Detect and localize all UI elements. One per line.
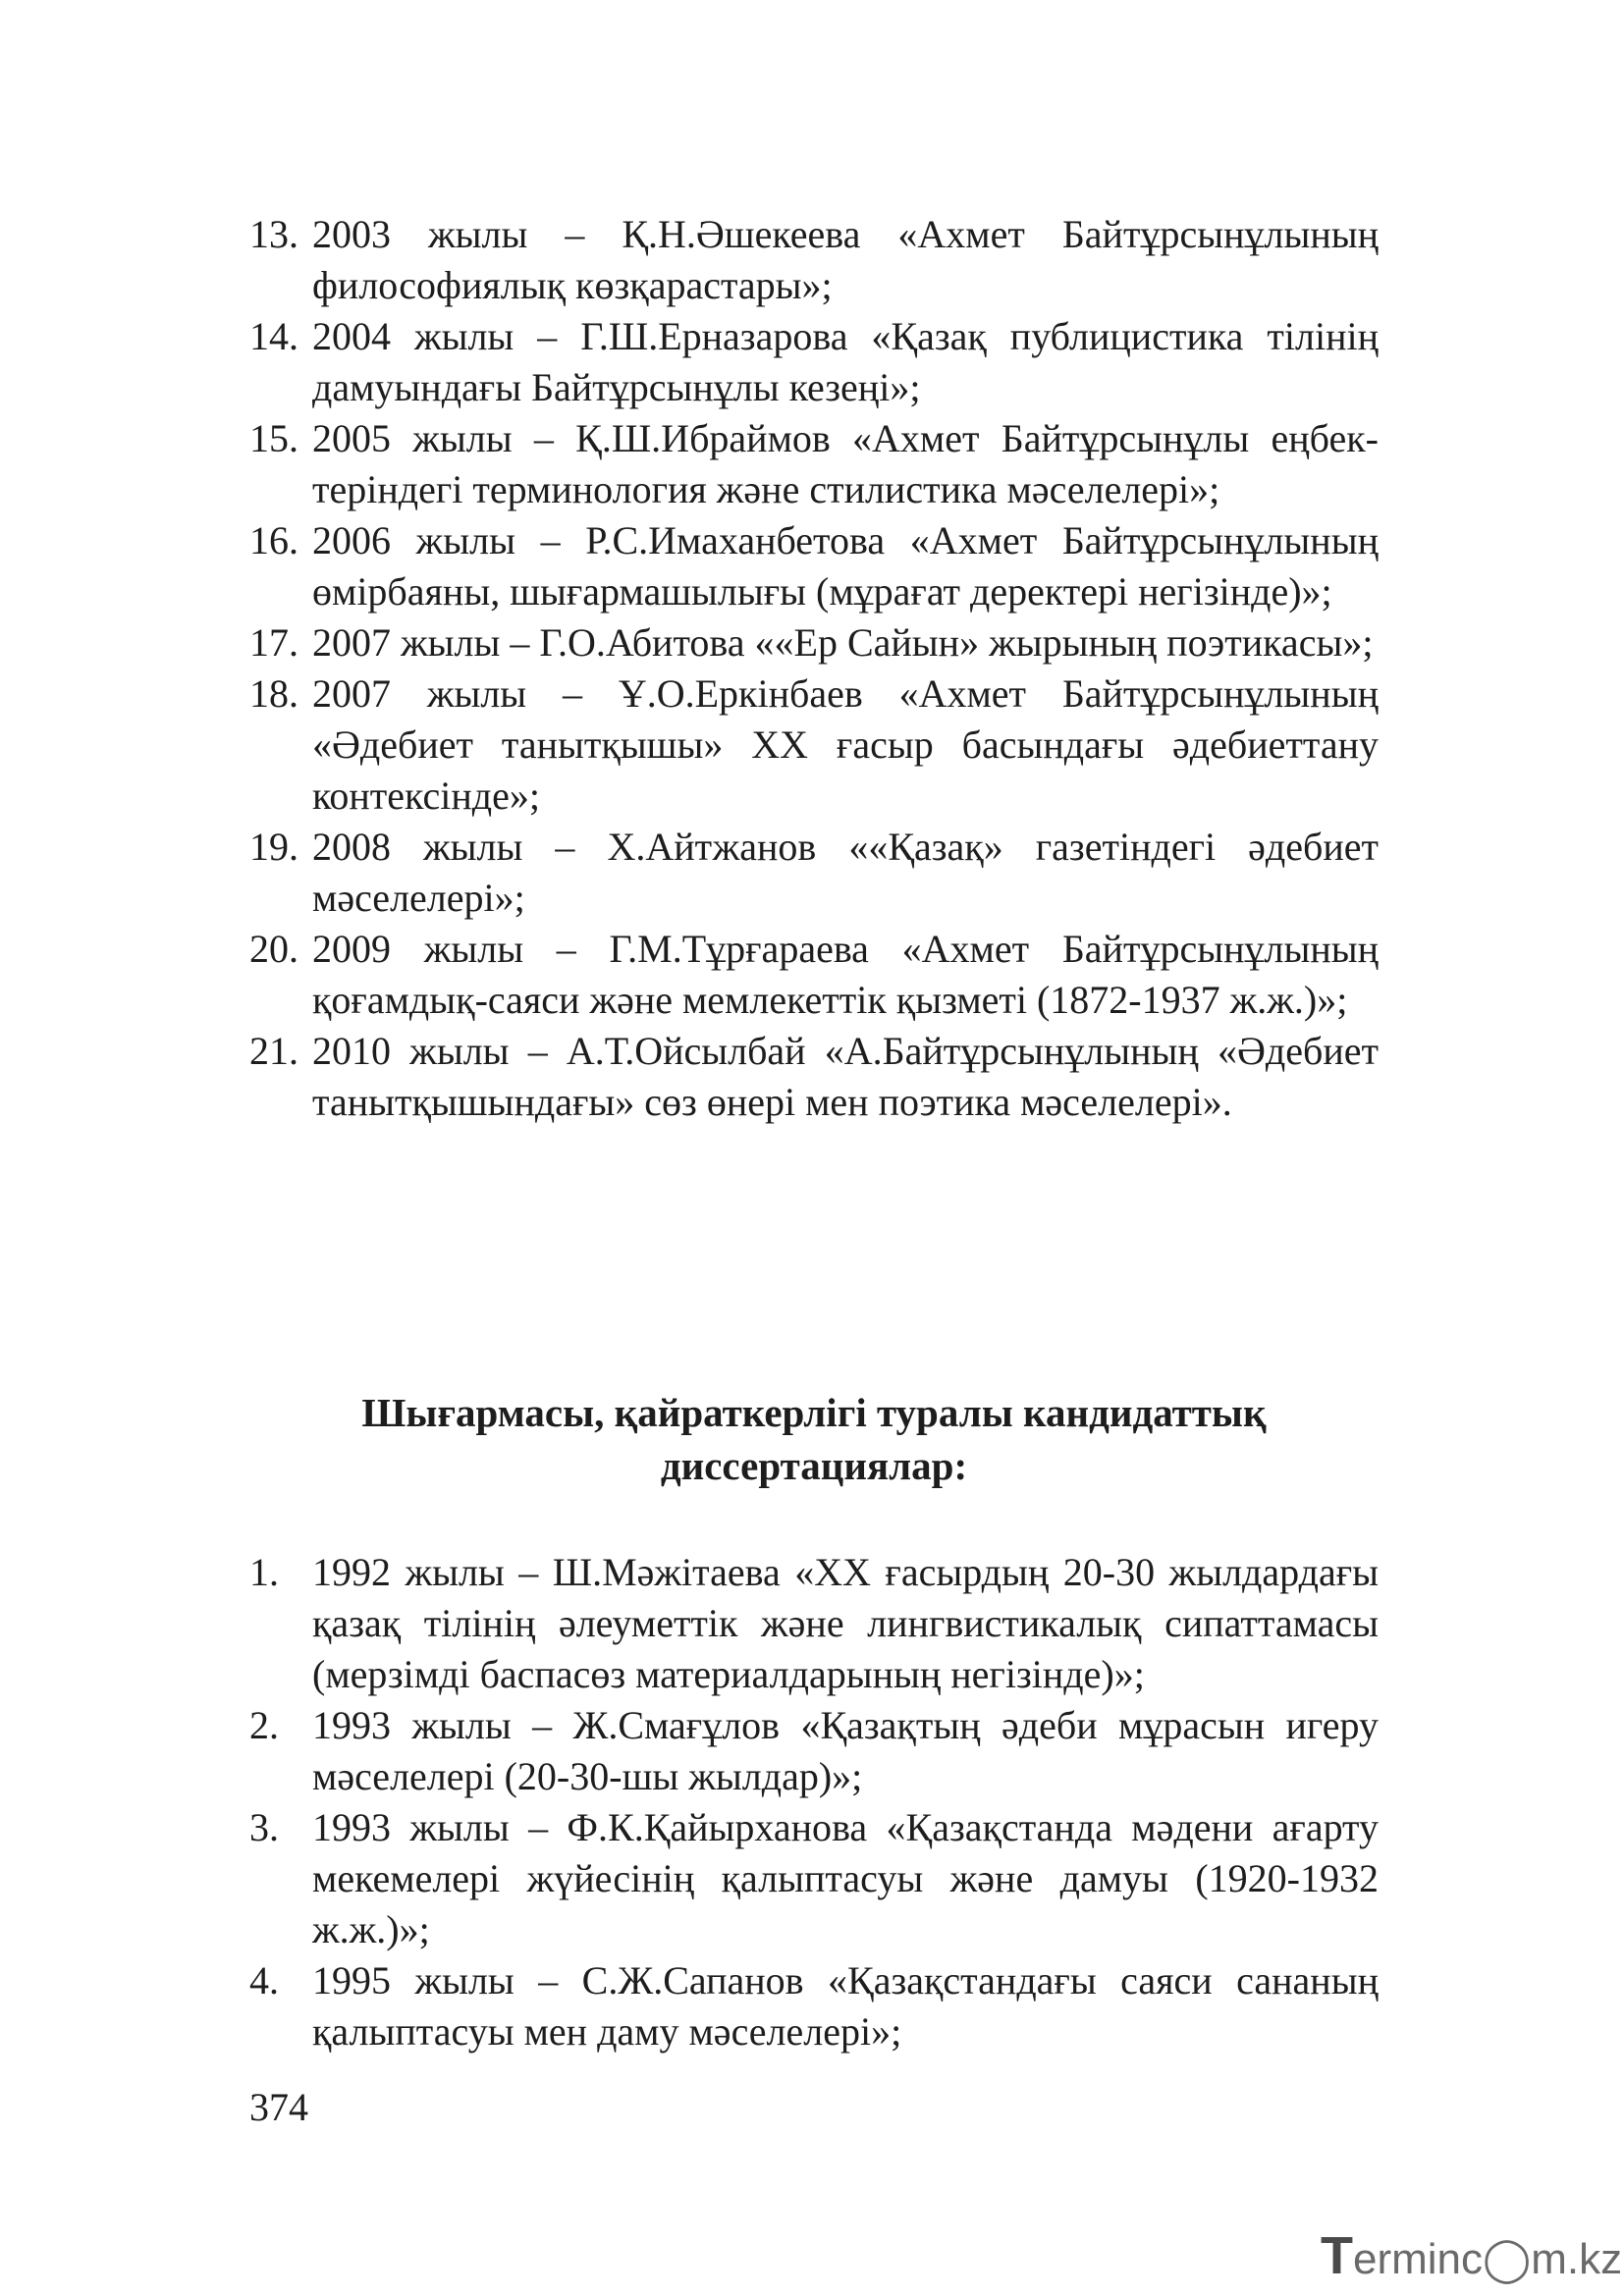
list-item-text: 2010 жылы – А.Т.Ойсылбай «А.Байтұрсынұлының «Әдебиет танытқышындағы» сөз өнері мен поэтика мәселелері». xyxy=(312,1029,1379,1124)
list-item-number: 2. xyxy=(249,1703,279,1747)
list-item-number: 21. xyxy=(249,1029,298,1073)
list-item-text: 1992 жылы – Ш.Мәжітаева «ХХ ғасырдың 20-30 жылдардағы қазақ тілінің әлеуметтік және лингвистикалық сипаттамасы (мерзімді баспасөз материалдарының негізінде)»; xyxy=(312,1550,1379,1696)
section-heading-line-2: диссертациялар: xyxy=(660,1443,968,1488)
list-item-text: 2006 жылы – Р.С.Имаханбетова «Ахмет Байтұрсынұлының өмірбаяны, шығармашылығы (мұрағат деректері негізінде)»; xyxy=(312,518,1379,614)
list-item xyxy=(249,924,1379,1026)
list-item-text: 2003 жылы – Қ.Н.Әшекеева «Ахмет Байтұрсынұлының философиялық көзқарастары»; xyxy=(312,212,1379,307)
list-item xyxy=(249,1026,1379,1128)
list-item-number: 14. xyxy=(249,314,298,358)
list-item-number: 1. xyxy=(249,1550,279,1594)
list-item xyxy=(249,515,1379,617)
dissertation-list-candidate xyxy=(249,1547,1379,2057)
list-item xyxy=(249,668,1379,822)
list-item-number: 3. xyxy=(249,1805,279,1849)
list-item xyxy=(249,209,1379,311)
list-item-number: 20. xyxy=(249,927,298,971)
list-item-number: 17. xyxy=(249,620,298,665)
watermark-text: erminc◯m.kz xyxy=(1353,2235,1623,2283)
list-item-number: 19. xyxy=(249,825,298,869)
list-item xyxy=(249,1700,1379,1802)
list-item-number: 13. xyxy=(249,212,298,256)
dissertation-list-doctoral xyxy=(249,209,1379,1128)
list-item-text: 2009 жылы – Г.М.Тұрғараева «Ахмет Байтұрсынұлының қоғамдық-саяси және мемлекеттік қызметі (1872-1937 ж.ж.)»; xyxy=(312,927,1379,1022)
list-item xyxy=(249,617,1379,668)
section-heading xyxy=(249,1386,1379,1492)
watermark-logo xyxy=(1321,2226,1623,2285)
list-item-number: 4. xyxy=(249,1958,279,2002)
list-item-text: 1995 жылы – С.Ж.Сапанов «Қазақстандағы саяси сананың қалыптасуы мен даму мәселелері»; xyxy=(312,1958,1379,2054)
list-item-text: 2007 жылы – Ұ.О.Еркінбаев «Ахмет Байтұрсынұлының «Әдебиет танытқышы» ХХ ғасыр басындағы әдебиеттану контексінде»; xyxy=(312,671,1379,818)
list-item-text: 1993 жылы – Ф.К.Қайырханова «Қазақстанда мәдени ағарту мекемелері жүйесінің қалыптасуы және дамуы (1920-1932 ж.ж.)»; xyxy=(312,1805,1379,1951)
page-number: 374 xyxy=(249,2085,308,2129)
list-item-text: 2007 жылы – Г.О.Абитова ««Ер Сайын» жырының поэтикасы»; xyxy=(312,620,1374,665)
list-item-text: 2005 жылы – Қ.Ш.Ибраймов «Ахмет Байтұрсынұлы еңбектеріндегі терминология және стилистика мәселелері»; xyxy=(312,416,1379,511)
list-item-text: 2008 жылы – Х.Айтжанов ««Қазақ» газетіндегі әдебиет мәселелері»; xyxy=(312,825,1379,920)
list-item xyxy=(249,1802,1379,1955)
list-item-text: 2004 жылы – Г.Ш.Ерназарова «Қазақ публицистика тілінің дамуындағы Байтұрсынұлы кезеңі»; xyxy=(312,314,1379,409)
list-item xyxy=(249,822,1379,924)
watermark-first-letter: T xyxy=(1321,2226,1353,2285)
list-item-text: 1993 жылы – Ж.Смағұлов «Қазақтың әдеби мұрасын игеру мәселелері (20-30-шы жылдар)»; xyxy=(312,1703,1379,1798)
list-item-number: 16. xyxy=(249,518,298,562)
list-item-number: 18. xyxy=(249,671,298,716)
list-item xyxy=(249,1547,1379,1700)
list-item xyxy=(249,413,1379,515)
list-item xyxy=(249,1955,1379,2057)
list-item-number: 15. xyxy=(249,416,298,460)
list-item xyxy=(249,311,1379,413)
section-heading-line-1: Шығармасы, қайраткерлігі туралы кандидаттық xyxy=(361,1390,1267,1435)
